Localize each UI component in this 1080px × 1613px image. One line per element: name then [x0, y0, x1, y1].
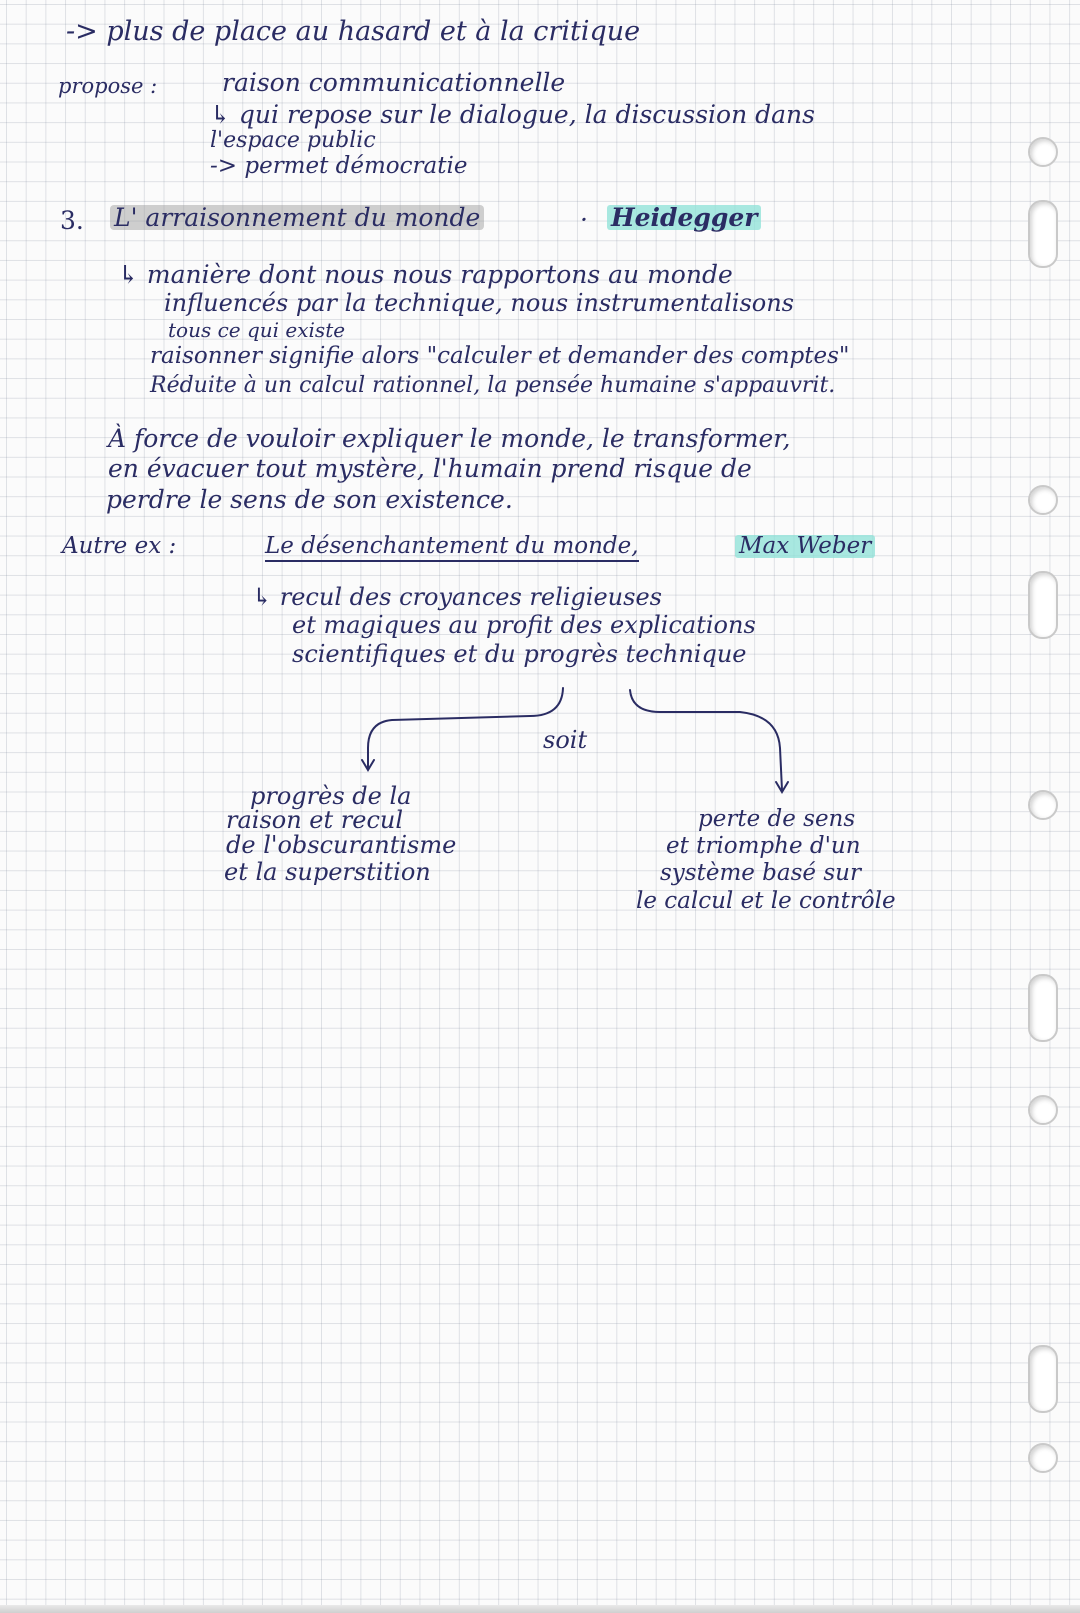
left-result-line: raison et recul	[226, 806, 404, 834]
note-line: perdre le sens de son existence.	[106, 485, 513, 514]
note-line: ↳ qui repose sur le dialogue, la discussion dans	[210, 100, 815, 129]
note-line: -> permet démocratie	[210, 153, 468, 179]
left-result-line: progrès de la	[250, 782, 412, 810]
note-line: en évacuer tout mystère, l'humain prend risque de	[108, 454, 752, 483]
soit-label: soit	[543, 726, 588, 754]
note-line: raisonner signifie alors "calculer et demander des comptes"	[150, 343, 850, 369]
section-separator: ·	[580, 205, 588, 234]
section-author: Heidegger	[607, 205, 761, 230]
weber-title: Le désenchantement du monde,	[265, 535, 639, 562]
note-line: ↳ recul des croyances religieuses	[252, 583, 662, 611]
note-line: scientifiques et du progrès technique	[292, 640, 747, 668]
left-branch-curve	[368, 688, 563, 768]
note-line: Réduite à un calcul rationnel, la pensée humaine s'appauvrit.	[150, 373, 836, 398]
left-result-line: et la superstition	[224, 858, 431, 886]
section-title: L' arraisonnement du monde	[110, 205, 484, 230]
note-line: influencés par la technique, nous instrumentalisons	[164, 289, 794, 317]
note-line: l'espace public	[210, 128, 376, 153]
note-line: À force de vouloir expliquer le monde, le transformer,	[108, 424, 791, 453]
weber-author: Max Weber	[735, 535, 875, 558]
left-result-line: de l'obscurantisme	[226, 831, 457, 859]
note-line: tous ce qui existe	[168, 318, 346, 342]
note-line: raison communicationnelle	[222, 68, 566, 97]
right-result-line: perte de sens	[698, 806, 856, 832]
autre-label: Autre ex :	[62, 533, 177, 559]
right-result-line: et triomphe d'un	[666, 833, 861, 859]
propose-label: propose :	[58, 74, 158, 98]
right-branch-curve	[630, 690, 782, 790]
note-line: ↳ manière dont nous nous rapportons au monde	[118, 260, 733, 289]
note-line: -> plus de place au hasard et à la critique	[66, 16, 641, 47]
right-result-line: le calcul et le contrôle	[636, 888, 896, 914]
note-line: et magiques au profit des explications	[292, 611, 756, 639]
right-result-line: système basé sur	[660, 860, 861, 886]
sheet-bottom-edge	[0, 1605, 1080, 1613]
section-number: 3.	[60, 206, 84, 235]
